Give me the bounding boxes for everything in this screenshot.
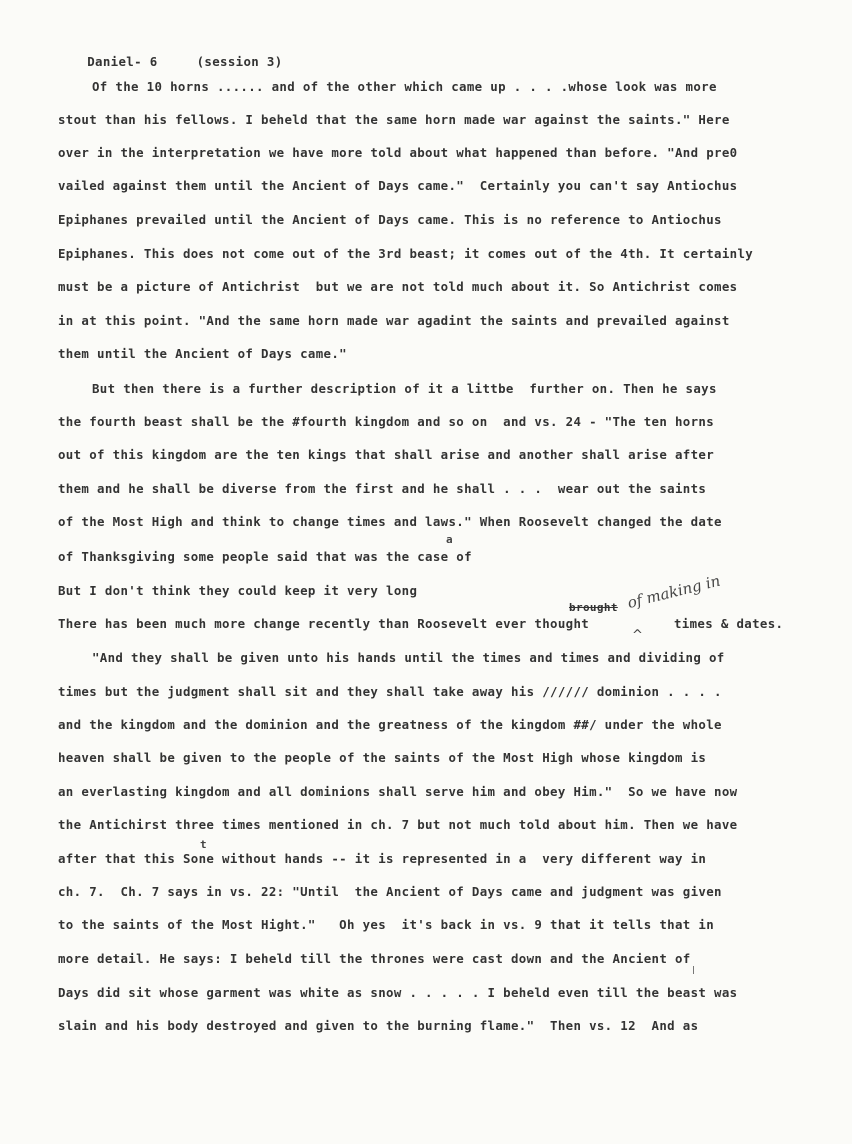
struck-word: brought [569,601,618,614]
text-line: after that this Sone without hands -- it is represented in a very different way in [58,851,707,866]
text-line: more detail. He says: I beheld till the thrones were cast down and the Ancient of [58,951,691,966]
text-line: times but the judgment shall sit and they shall take away his ////// dominion . . . . [58,684,722,699]
text-line: out of this kingdom are the ten kings that shall arise and another shall arise after [58,447,715,462]
text-line: vailed against them until the Ancient of Days came." Certainly you can't say Antiochus [58,178,738,193]
text-line: of the Most High and think to change times and laws." When Roosevelt changed the date [58,514,722,529]
text-line: them and he shall be diverse from the first and he shall . . . wear out the saints [58,481,707,496]
session-label: (session 3) [196,54,283,70]
text-line: Epiphanes prevailed until the Ancient of Days came. This is no reference to Antiochus [58,212,722,227]
text-line: Epiphanes. This does not come out of the 3rd beast; it comes out of the 4th. It certainly [58,246,754,261]
text-line: ch. 7. Ch. 7 says in vs. 22: "Until the Ancient of Days came and judgment was given [58,884,722,899]
text-line: But then there is a further description of it a littbe further on. Then he says [92,381,717,396]
document-title: Daniel- 6 [87,54,158,70]
text-line: in at this point. "And the same horn made war agadint the saints and prevailed against [58,313,730,328]
insertion-caret: ^ [632,628,643,643]
text-line: the fourth beast shall be the #fourth kingdom and so on and vs. 24 - "The ten horns [58,414,715,429]
inserted-letter: t [200,838,207,851]
text-line: Days did sit whose garment was white as snow . . . . . I beheld even till the beast was [58,985,738,1000]
inserted-letter: a [446,533,453,546]
text-line: them until the Ancient of Days came." [58,346,347,361]
text-line: There has been much more change recently than Roosevelt ever thought [58,616,590,631]
pencil-mark [693,966,694,974]
text-line: of Thanksgiving some people said that was the case of [58,549,472,564]
text-line: "And they shall be given unto his hands until the times and times and dividing of [92,650,725,665]
text-line: and the kingdom and the dominion and the greatness of the kingdom ##/ under the whole [58,717,722,732]
text-line: But I don't think they could keep it very long [58,583,418,598]
text-line-end: times & dates. [674,616,784,631]
text-line: over in the interpretation we have more told about what happened than before. "And pre0 [58,145,738,160]
text-line: Of the 10 horns ...... and of the other which came up . . . .whose look was more [92,79,717,94]
handwritten-insertion: of making in [625,571,723,612]
text-line: to the saints of the Most Hight." Oh yes it's back in vs. 9 that it tells that in [58,917,715,932]
text-line: the Antichirst three times mentioned in ch. 7 but not much told about him. Then we have [58,817,738,832]
text-line: stout than his fellows. I beheld that the same horn made war against the saints." Here [58,112,730,127]
text-line: slain and his body destroyed and given to the burning flame." Then vs. 12 And as [58,1018,699,1033]
page-header [56,44,283,81]
text-line: an everlasting kingdom and all dominions shall serve him and obey Him." So we have now [58,784,738,799]
text-line: heaven shall be given to the people of the saints of the Most High whose kingdom is [58,750,707,765]
text-line: must be a picture of Antichrist but we are not told much about it. So Antichrist comes [58,279,738,294]
